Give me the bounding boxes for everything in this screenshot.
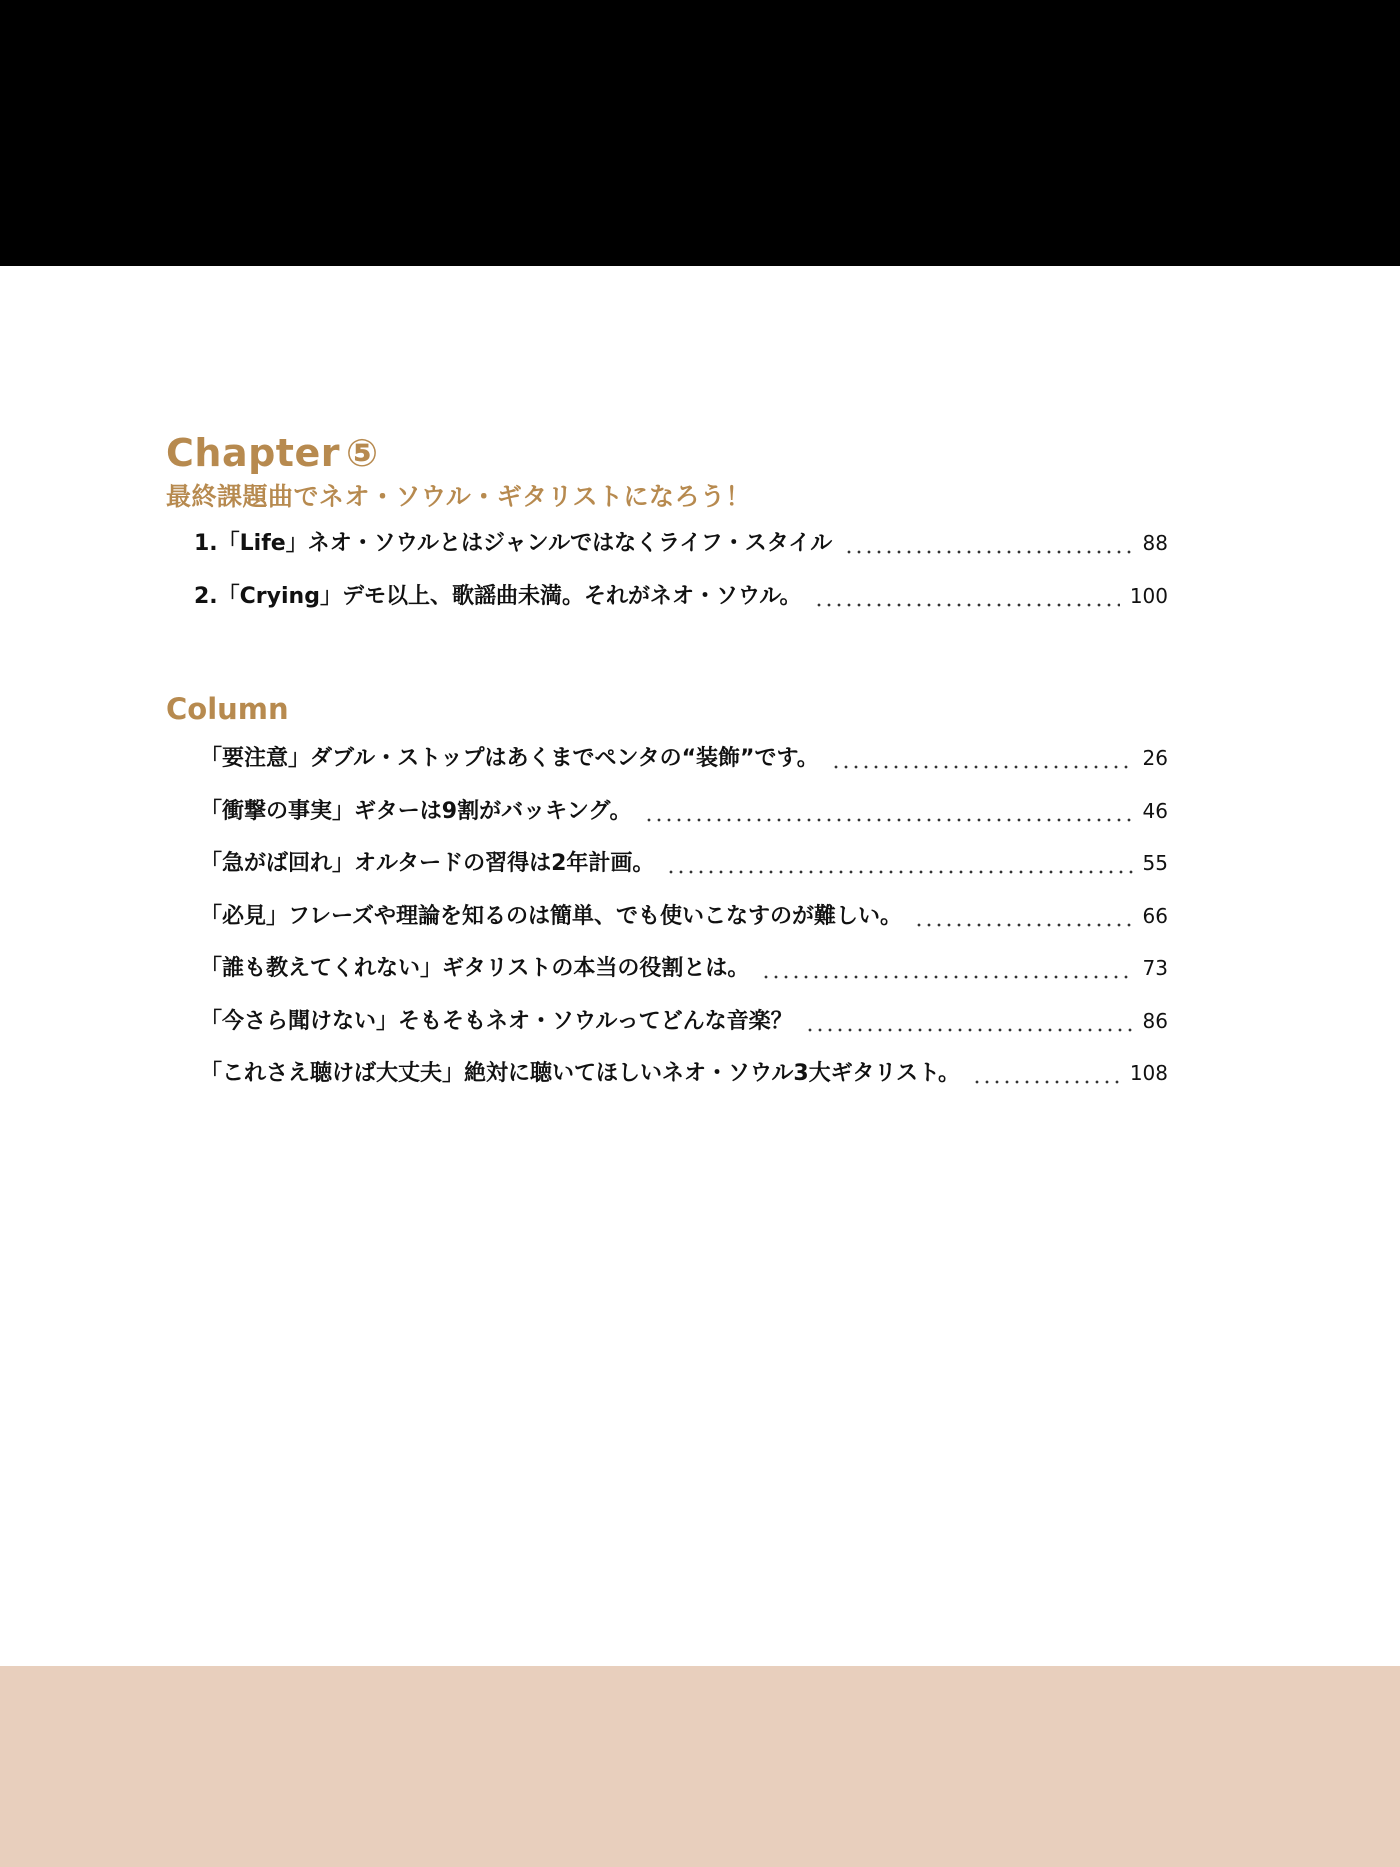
- toc-entry-page: 108: [1129, 1061, 1168, 1085]
- toc-entry-title: 「誰も教えてくれない」ギタリストの本当の役割とは。: [200, 956, 750, 981]
- toc-entry-page: 100: [1129, 583, 1168, 608]
- toc-entry[interactable]: [194, 526, 1168, 579]
- dot-leader: [831, 765, 1133, 769]
- toc-entry-title: 「必見」フレーズや理論を知るのは簡単、でも使いこなすのが難しい。: [200, 903, 903, 929]
- toc-entry-title: 1.「Life」ネオ・ソウルとはジャンルではなくライフ・スタイル: [194, 531, 833, 556]
- column-entry-list: [166, 741, 1168, 1109]
- dot-leader: [644, 818, 1133, 822]
- dot-leader: [666, 870, 1132, 874]
- dot-leader: [805, 1028, 1133, 1032]
- toc-entry-title: 2.「Crying」デモ以上、歌謡曲未満。それがネオ・ソウル。: [194, 583, 802, 609]
- toc-entry[interactable]: [194, 579, 1168, 632]
- chapter-entry-list: [166, 526, 1168, 631]
- chapter-subtitle: 最終課題曲でネオ・ソウル・ギタリストになろう！: [166, 482, 752, 511]
- toc-entry-title: 「急がば回れ」オルタードの習得は2年計画。: [200, 851, 655, 876]
- toc-entry[interactable]: [200, 741, 1168, 794]
- toc-entry[interactable]: [200, 846, 1168, 899]
- toc-entry-page: 88: [1142, 531, 1168, 555]
- column-heading: Column: [166, 692, 289, 726]
- toc-entry[interactable]: [200, 899, 1168, 952]
- toc-entry[interactable]: [200, 1056, 1168, 1109]
- dot-leader: [914, 923, 1133, 927]
- toc-entry[interactable]: [200, 951, 1168, 1004]
- toc-entry-title: 「衝撃の事実」ギターは9割がバッキング。: [200, 798, 632, 824]
- toc-entry[interactable]: [200, 1004, 1168, 1057]
- chapter-label: Chapter: [166, 431, 340, 475]
- toc-entry-page: 66: [1142, 903, 1168, 928]
- dot-leader: [761, 975, 1132, 979]
- toc-entry-page: 26: [1142, 746, 1168, 770]
- toc-entry-page: 46: [1142, 798, 1168, 823]
- dot-leader: [814, 603, 1120, 607]
- bottom-beige-band: [0, 1666, 1400, 1867]
- toc-entry-page: 55: [1142, 851, 1168, 875]
- toc-entry-page: 73: [1142, 956, 1168, 980]
- dot-leader: [844, 550, 1132, 554]
- toc-entry-title: 「これさえ聴けば大丈夫」絶対に聴いてほしいネオ・ソウル3大ギタリスト。: [200, 1061, 961, 1086]
- chapter-heading: [166, 430, 1168, 476]
- toc-entry-page: 86: [1142, 1008, 1168, 1033]
- top-black-band: [0, 0, 1400, 266]
- chapter-number: ⑤: [345, 431, 379, 475]
- toc-entry-title: 「要注意」ダブル・ストップはあくまでペンタの“装飾”です。: [200, 746, 819, 771]
- dot-leader: [972, 1080, 1120, 1084]
- toc-entry-title: 「今さら聞けない」そもそもネオ・ソウルってどんな音楽？: [200, 1008, 793, 1034]
- table-of-contents: [166, 430, 1168, 1109]
- toc-entry[interactable]: [200, 794, 1168, 847]
